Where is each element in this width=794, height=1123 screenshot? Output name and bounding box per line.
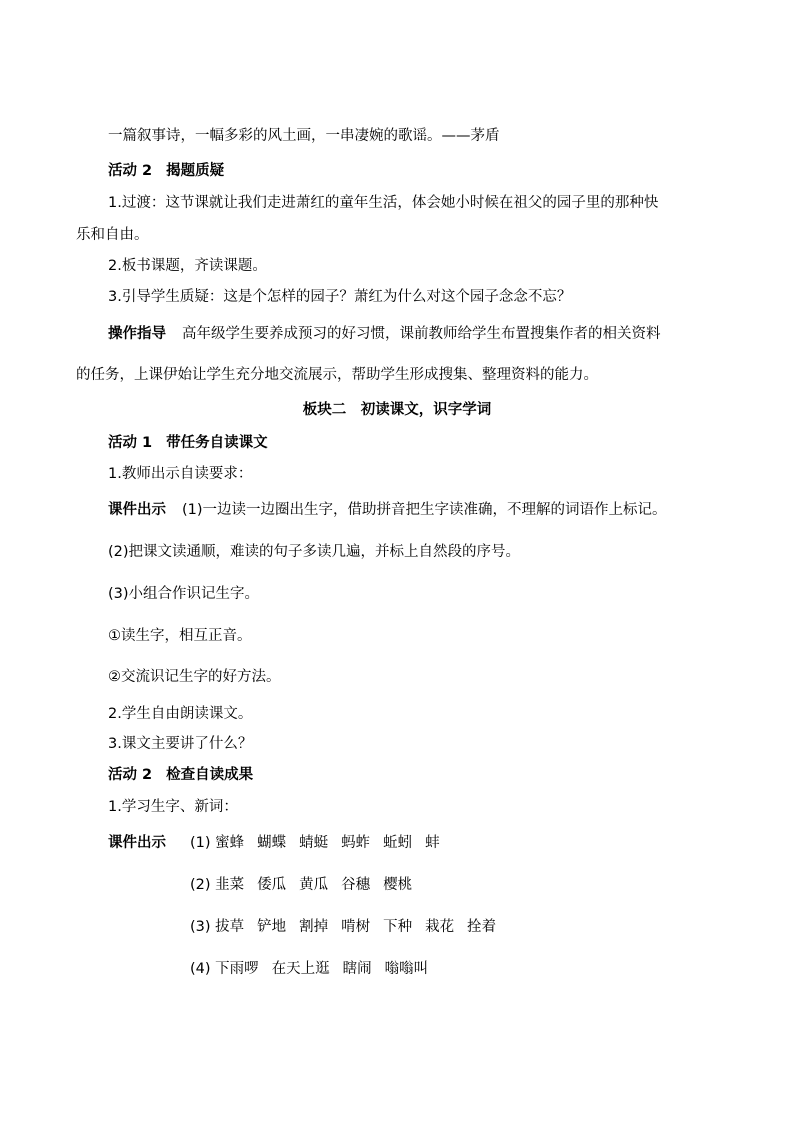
- vocab-word: 拔草: [215, 919, 245, 935]
- word-group: [190, 875, 412, 895]
- paragraph-line: 2.板书课题，齐读课题。: [108, 258, 267, 274]
- activity-heading: [108, 433, 268, 453]
- vocab-word: 黄瓜: [299, 877, 329, 893]
- vocab-word: 蜜蜂: [215, 835, 245, 851]
- activity-heading: [108, 161, 224, 181]
- word-list: [211, 919, 497, 935]
- paragraph-line: 2.学生自由朗读课文。: [108, 706, 253, 722]
- courseware-text: (1)一边读一边圈出生字，借助拼音把生字读准确，不理解的词语作上标记。: [182, 502, 667, 518]
- word-list: [211, 835, 440, 851]
- activity-label: 活动 1: [108, 435, 153, 451]
- activity-label: 活动 2: [108, 163, 153, 179]
- vocab-word: 蝴蝶: [257, 835, 287, 851]
- vocab-word: 韭菜: [215, 877, 245, 893]
- activity-title: 检查自读成果: [166, 767, 254, 783]
- paragraph-line: 的任务，上课伊始让学生充分地交流展示，帮助学生形成搜集、整理资料的能力。: [76, 367, 598, 383]
- paragraph-line: 3.引导学生质疑：这是个怎样的园子？萧红为什么对这个园子念念不忘？: [108, 289, 572, 305]
- paragraph-line: 3.课文主要讲了什么？: [108, 736, 253, 752]
- operation-guide-line: [108, 324, 661, 344]
- vocab-word: 蜻蜓: [299, 835, 329, 851]
- vocab-word: 蚯蚓: [383, 835, 413, 851]
- vocab-word: 蚌: [425, 835, 440, 851]
- paragraph-line: (3)小组合作识记生字。: [108, 586, 260, 602]
- quote-line: 一篇叙事诗，一幅多彩的风土画，一串凄婉的歌谣。——茅盾: [108, 128, 500, 144]
- word-group: [190, 917, 496, 937]
- vocab-word: 割掉: [299, 919, 329, 935]
- vocab-word: 倭瓜: [257, 877, 287, 893]
- vocab-word: 拴着: [467, 919, 497, 935]
- word-group: [190, 959, 428, 979]
- activity-title: 带任务自读课文: [166, 435, 268, 451]
- paragraph-line: ②交流识记生字的好方法。: [108, 669, 281, 685]
- vocab-word: 在天上逛: [271, 961, 330, 977]
- activity-label: 活动 2: [108, 767, 153, 783]
- word-group: [190, 833, 440, 853]
- vocab-word: 啃树: [341, 919, 371, 935]
- paragraph-line: (2)把课文读通顺，难读的句子多读几遍，并标上自然段的序号。: [108, 544, 521, 560]
- paragraph-line: 1.过渡：这节课就让我们走进萧红的童年生活，体会她小时候在祖父的园子里的那种快: [108, 195, 659, 211]
- operation-guide-label: 操作指导: [108, 326, 166, 342]
- vocab-word: 瞎闹: [342, 961, 372, 977]
- paragraph-line: 乐和自由。: [76, 227, 149, 243]
- activity-heading: [108, 765, 253, 785]
- word-group-number: (4): [190, 961, 211, 977]
- word-group-number: (1): [190, 835, 211, 851]
- vocab-word: 谷穗: [341, 877, 371, 893]
- courseware-line: [108, 500, 667, 520]
- paragraph-line: ①读生字，相互正音。: [108, 628, 252, 644]
- paragraph-line: 1.教师出示自读要求：: [108, 466, 253, 482]
- courseware-label: 课件出示: [108, 835, 166, 851]
- vocab-word: 下种: [383, 919, 413, 935]
- word-list: [211, 961, 429, 977]
- word-group-number: (3): [190, 919, 211, 935]
- activity-title: 揭题质疑: [166, 163, 225, 179]
- courseware-label: 课件出示: [108, 502, 166, 518]
- vocab-word: 铲地: [257, 919, 287, 935]
- vocab-word: 下雨啰: [215, 961, 259, 977]
- vocab-word: 蚂蚱: [341, 835, 371, 851]
- vocab-word: 栽花: [425, 919, 455, 935]
- vocab-word: 樱桃: [383, 877, 413, 893]
- vocab-word: 嗡嗡叫: [384, 961, 429, 977]
- operation-guide-text: 高年级学生要养成预习的好习惯，课前教师给学生布置搜集作者的相关资料: [182, 326, 661, 342]
- section-title: 板块二 初读课文，识字学词: [302, 402, 492, 418]
- word-group-number: (2): [190, 877, 211, 893]
- paragraph-line: 1.学习生字、新词：: [108, 799, 238, 815]
- word-list: [211, 877, 413, 893]
